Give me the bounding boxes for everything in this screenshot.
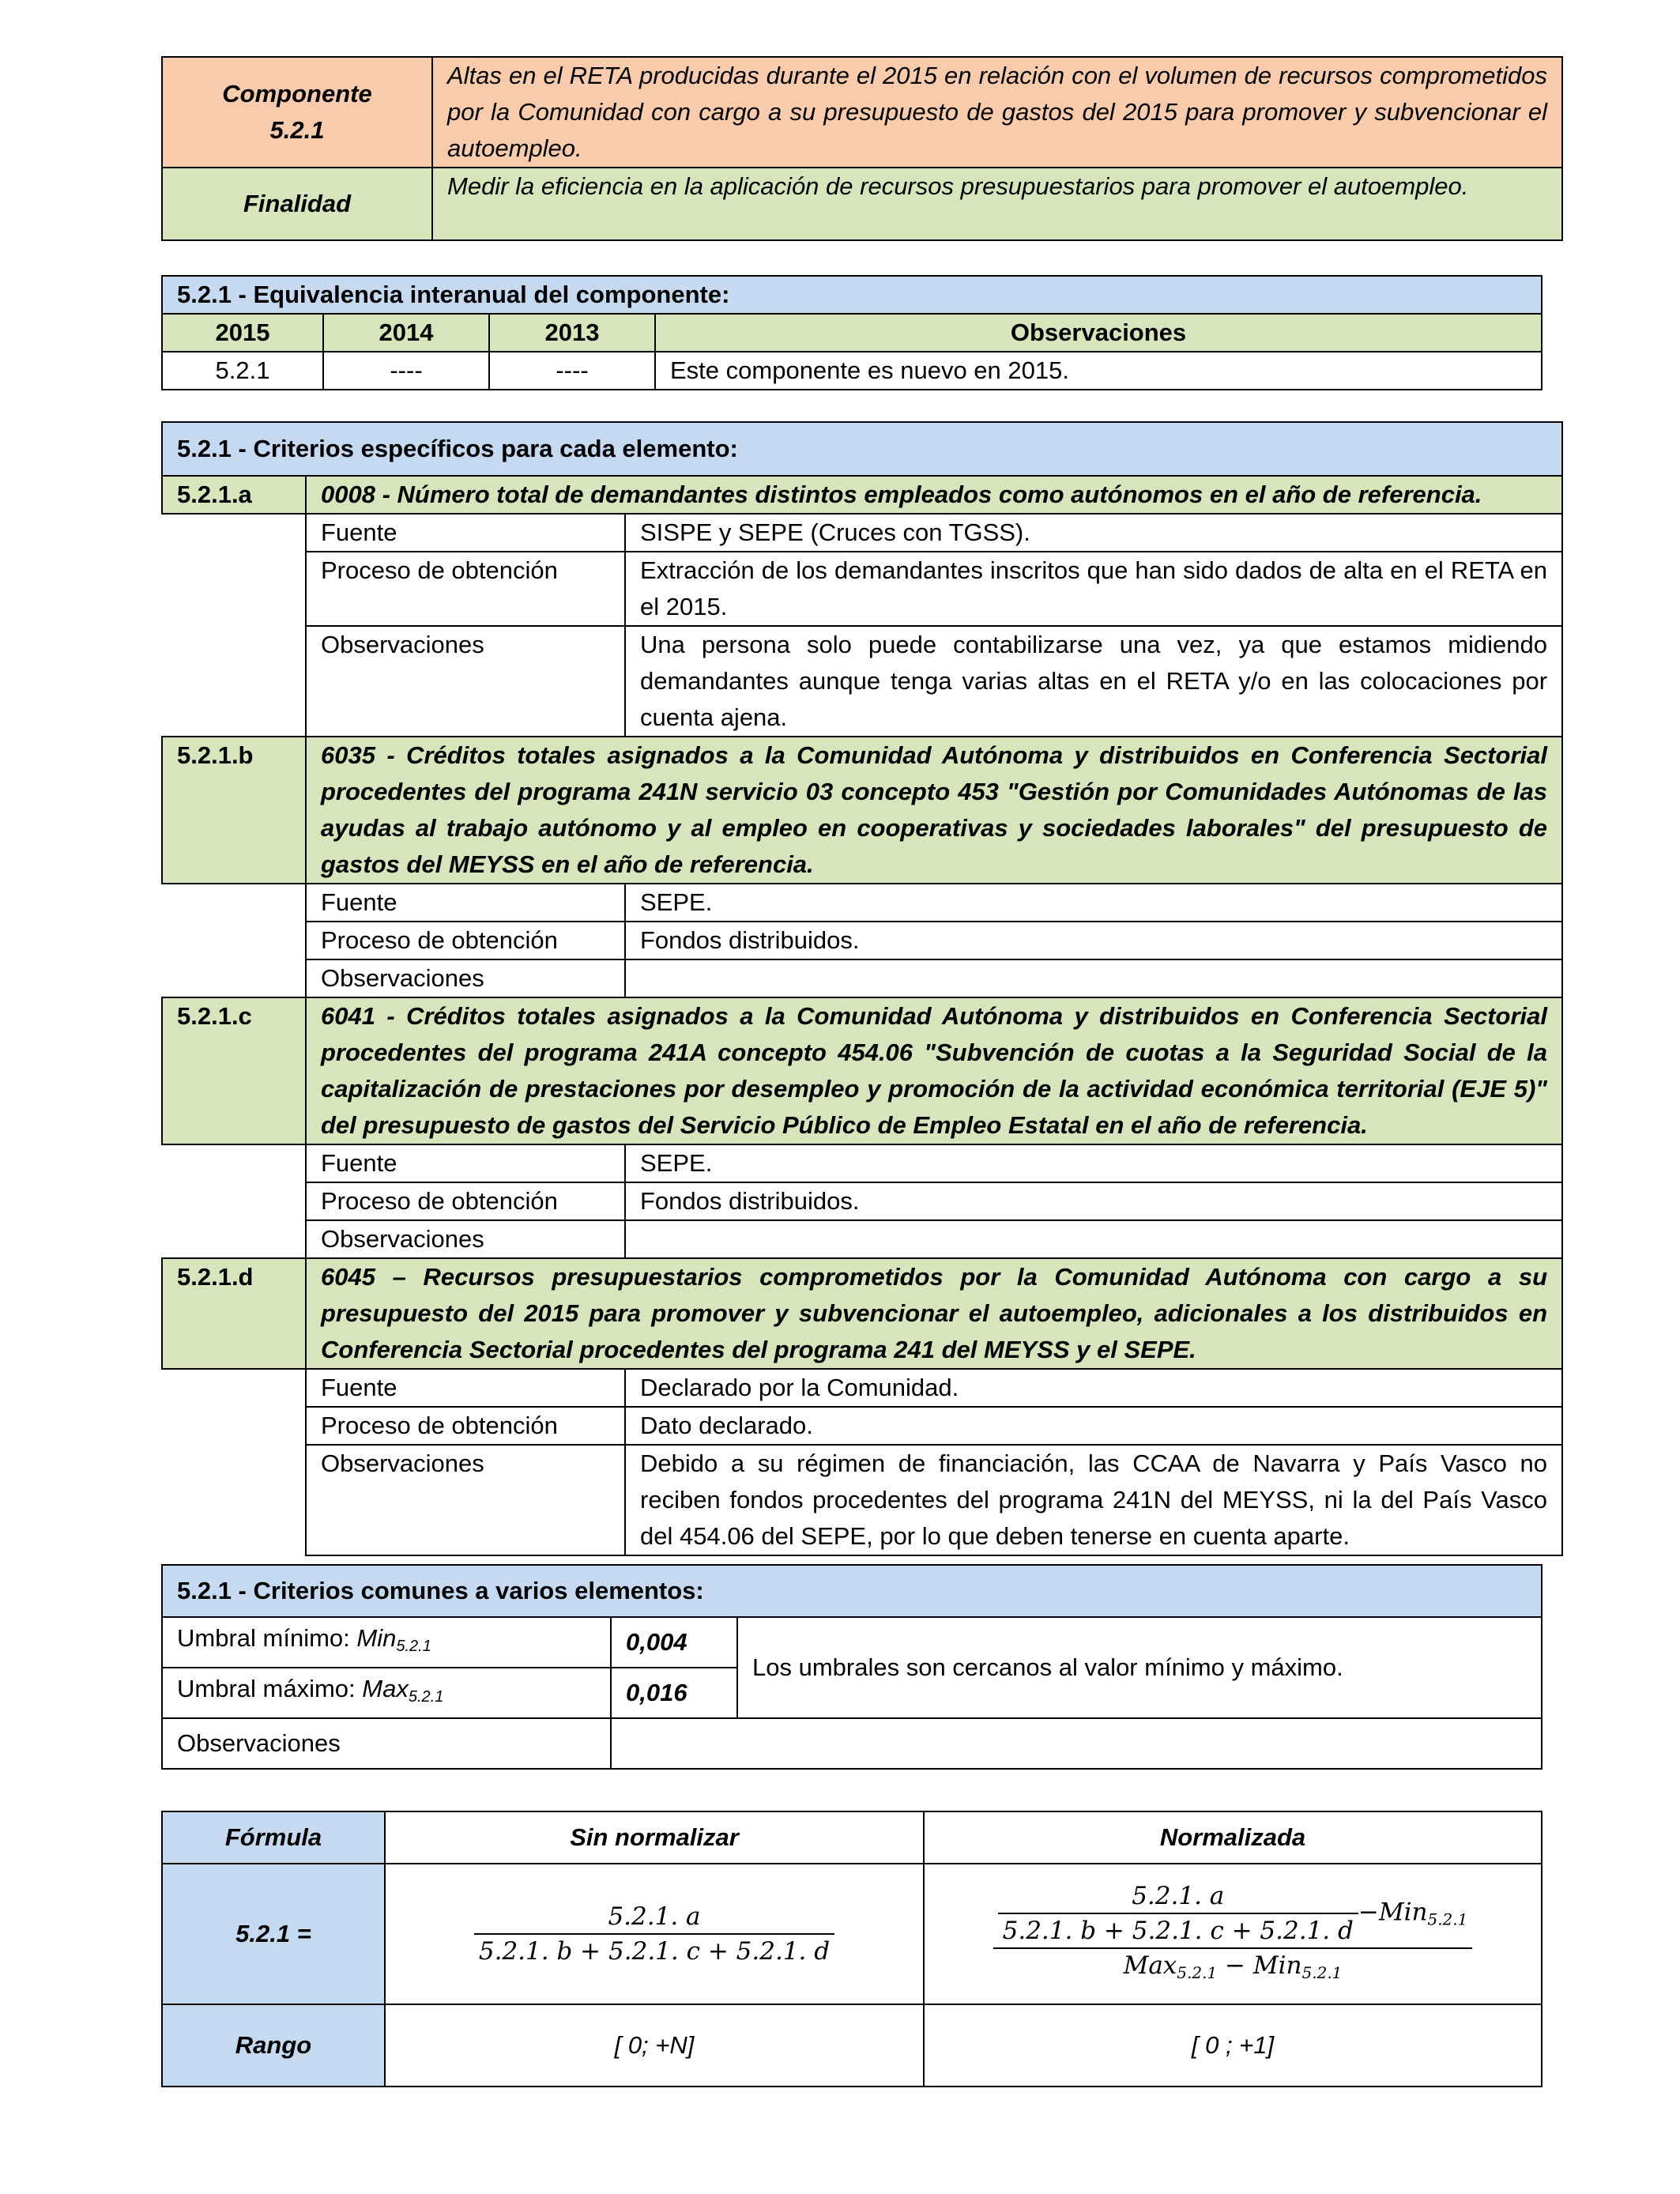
umbral-minimo-value: 0,004 (611, 1617, 737, 1668)
formula-table (161, 1811, 1543, 2087)
element-spacer (162, 1144, 306, 1258)
comunes-observaciones-label: Observaciones (162, 1718, 611, 1769)
finalidad-text: Medir la eficiencia en la aplicación de recursos presupuestarios para promover el autoempleo. (432, 168, 1562, 240)
equivalencia-cell-2015: 5.2.1 (162, 352, 323, 390)
observaciones-value: Una persona solo puede contabilizarse una vez, ya que estamos midiendo demandantes aunque tenga varias altas en el RETA y/o en las colocaciones por cuenta ajena. (625, 626, 1562, 737)
fuente-value: Declarado por la Comunidad. (625, 1369, 1562, 1407)
rango-label: Rango (162, 2004, 385, 2087)
proceso-label: Proceso de obtención (306, 1407, 625, 1445)
element-code: 5.2.1.a (162, 476, 306, 514)
umbral-maximo-label: Umbral máximo: Max$_{5.2.1}$ (162, 1668, 611, 1718)
equivalencia-cell-observaciones: Este componente es nuevo en 2015. (655, 352, 1542, 390)
element-description: 6035 - Créditos totales asignados a la Comunidad Autónoma y distribuidos en Conferencia Sectorial procedentes del programa 241N servicio 03 concepto 453 "Gestión por Comunidades Autónomas de las ayudas al trabajo autónomo y al empleo en cooperativas y sociedades laborales" del presupuesto de gastos del MEYSS en el año de referencia. (306, 737, 1562, 884)
element-spacer (162, 884, 306, 997)
element-code: 5.2.1.c (162, 997, 306, 1144)
equivalencia-title: 5.2.1 - Equivalencia interanual del componente: (162, 276, 1542, 314)
umbrales-note: Los umbrales son cercanos al valor mínimo y máximo. (737, 1617, 1542, 1718)
fuente-label: Fuente (306, 884, 625, 922)
componente-text: Altas en el RETA producidas durante el 2015 en relación con el volumen de recursos comprometidos por la Comunidad con cargo a su presupuesto de gastos del 2015 para promover y subvencionar el autoempleo. (432, 57, 1562, 168)
equivalencia-header-2014: 2014 (323, 314, 489, 352)
rango-normalizada: [ 0 ; +1] (924, 2004, 1542, 2087)
comunes-observaciones-value (611, 1718, 1542, 1769)
equivalencia-header-observaciones: Observaciones (655, 314, 1542, 352)
element-spacer (162, 514, 306, 737)
criterios-especificos-table (161, 421, 1563, 1556)
normalizada-header: Normalizada (924, 1811, 1542, 1864)
comunes-title: 5.2.1 - Criterios comunes a varios elementos: (162, 1565, 1542, 1617)
proceso-value: Dato declarado. (625, 1407, 1562, 1445)
sin-normalizar-header: Sin normalizar (385, 1811, 924, 1864)
equivalencia-cell-2013: ---- (489, 352, 655, 390)
normalized-fraction: $\frac{5.2.1. a}{5.2.1. b + 5.2.1. c + 5.2.1. d}$ −Min$_{5.2.1}$ Max$_{5.2.1}$ − Min$_{5.2.1}$ (993, 1879, 1473, 1989)
componente-label-cell (162, 57, 432, 168)
proceso-label: Proceso de obtención (306, 552, 625, 626)
element-description: 6045 – Recursos presupuestarios comprometidos por la Comunidad Autónoma con cargo a su presupuesto del 2015 para promover y subvencionar el autoempleo, adicionales a los distribuidos en Conferencia Sectorial procedentes del programa 241 del MEYSS y el SEPE. (306, 1258, 1562, 1369)
fuente-value: SEPE. (625, 1144, 1562, 1182)
formula-fraction: $\frac{5.2.1. a}{5.2.1. b + 5.2.1. c + 5.2.1. d}$ (474, 1900, 834, 1968)
observaciones-label: Observaciones (306, 1445, 625, 1555)
fuente-value: SEPE. (625, 884, 1562, 922)
component-header-table (161, 56, 1563, 241)
element-description: 6041 - Créditos totales asignados a la Comunidad Autónoma y distribuidos en Conferencia Sectorial procedentes del programa 241A concepto 454.06 "Subvención de cuotas a la Seguridad Social de la capitalización de prestaciones por desempleo y promoción de la actividad económica territorial (EJE 5)" del presupuesto de gastos del Servicio Público de Empleo Estatal en el año de referencia. (306, 997, 1562, 1144)
criterios-comunes-table (161, 1564, 1543, 1770)
fuente-label: Fuente (306, 514, 625, 552)
proceso-value: Fondos distribuidos. (625, 1182, 1562, 1220)
observaciones-label: Observaciones (306, 1220, 625, 1258)
componente-label: Componente (222, 80, 372, 107)
proceso-value: Extracción de los demandantes inscritos que han sido dados de alta en el RETA en el 2015. (625, 552, 1562, 626)
proceso-label: Proceso de obtención (306, 922, 625, 959)
proceso-label: Proceso de obtención (306, 1182, 625, 1220)
umbral-minimo-label: Umbral mínimo: Min$_{5.2.1}$ (162, 1617, 611, 1668)
finalidad-label: Finalidad (162, 168, 432, 240)
element-description: 0008 - Número total de demandantes distintos empleados como autónomos en el año de referencia. (306, 476, 1562, 514)
fuente-label: Fuente (306, 1369, 625, 1407)
observaciones-label: Observaciones (306, 626, 625, 737)
element-code: 5.2.1.b (162, 737, 306, 884)
fuente-value: SISPE y SEPE (Cruces con TGSS). (625, 514, 1562, 552)
observaciones-label: Observaciones (306, 959, 625, 997)
rango-sin-normalizar: [ 0; +N] (385, 2004, 924, 2087)
equivalencia-cell-2014: ---- (323, 352, 489, 390)
umbral-maximo-value: 0,016 (611, 1668, 737, 1718)
element-spacer (162, 1369, 306, 1555)
formula-row-label: 5.2.1 = (162, 1864, 385, 2004)
fuente-label: Fuente (306, 1144, 625, 1182)
equivalencia-table (161, 275, 1543, 390)
sin-normalizar-formula (385, 1864, 924, 2004)
observaciones-value (625, 959, 1562, 997)
criterios-title: 5.2.1 - Criterios específicos para cada elemento: (162, 422, 1562, 476)
observaciones-value: Debido a su régimen de financiación, las CCAA de Navarra y País Vasco no reciben fondos procedentes del programa 241N del MEYSS, ni la del País Vasco del 454.06 del SEPE, por lo que deben tenerse en cuenta aparte. (625, 1445, 1562, 1555)
element-code: 5.2.1.d (162, 1258, 306, 1369)
formula-header: Fórmula (162, 1811, 385, 1864)
normalizada-formula (924, 1864, 1542, 2004)
equivalencia-header-2015: 2015 (162, 314, 323, 352)
observaciones-value (625, 1220, 1562, 1258)
equivalencia-header-2013: 2013 (489, 314, 655, 352)
componente-code: 5.2.1 (269, 116, 325, 144)
proceso-value: Fondos distribuidos. (625, 922, 1562, 959)
